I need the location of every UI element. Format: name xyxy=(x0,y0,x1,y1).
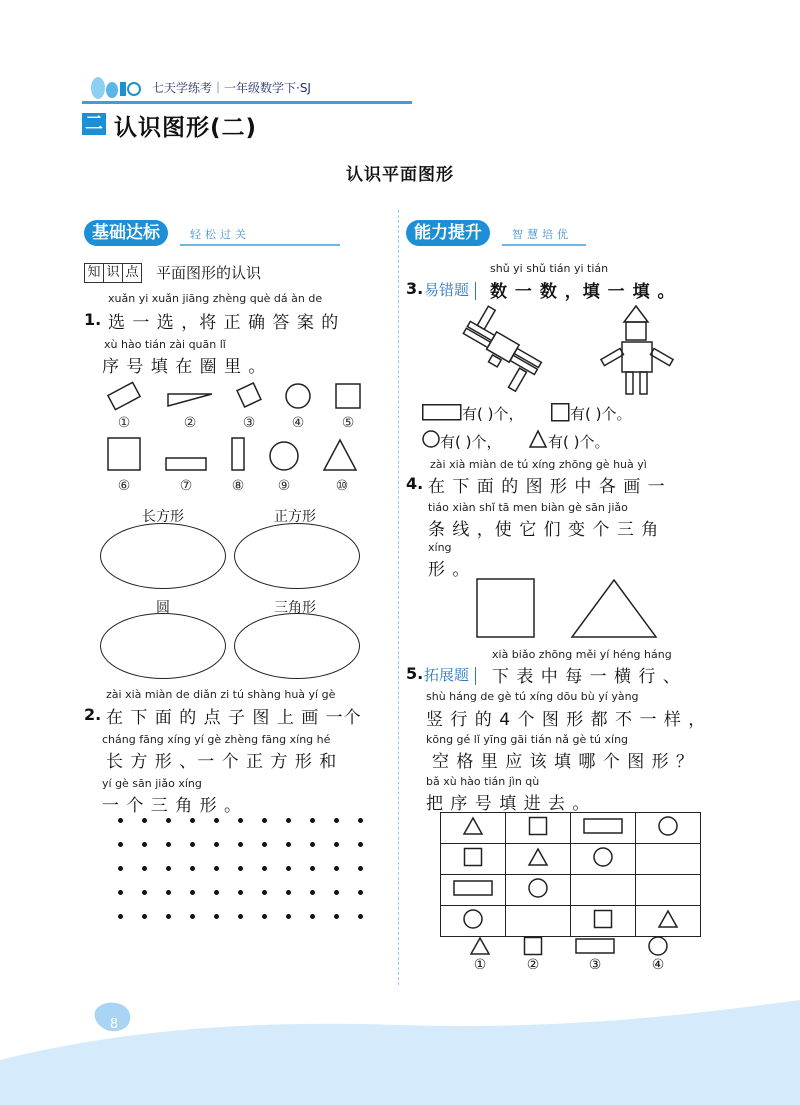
square-icon xyxy=(551,403,571,423)
grid-dot xyxy=(118,866,123,871)
q5-text-3: 空 格 里 应 该 填 哪 个 图 形 ？ xyxy=(432,752,695,772)
grid-dot xyxy=(262,818,267,823)
q1-shapes-row-1 xyxy=(100,378,370,418)
grid-dot xyxy=(358,866,363,871)
grid-dot xyxy=(262,866,267,871)
q3-blank-circle[interactable]: 有( )个， xyxy=(440,433,502,451)
badge-basic xyxy=(84,220,259,246)
badge-underline xyxy=(180,244,340,246)
q3-text: 数 一 数 ，填 一 填 。 xyxy=(490,282,676,302)
shape-label-10: ⑩ xyxy=(335,478,349,494)
option-circle xyxy=(638,935,678,973)
grid-row xyxy=(441,844,701,875)
grid-cell-empty[interactable] xyxy=(636,875,701,906)
shape-3-tilted-square xyxy=(237,383,261,407)
q4-pinyin-2: tiáo xiàn shǐ tā men biàn gè sān jiǎo xyxy=(428,501,628,514)
option-label: ④ xyxy=(651,957,665,973)
grid-dot xyxy=(262,914,267,919)
section-title: 认识平面图形 xyxy=(346,165,454,185)
badge-underline xyxy=(502,244,586,246)
q5-options xyxy=(440,935,700,981)
q5-grid-wrapper xyxy=(440,812,701,937)
grid-dot xyxy=(334,914,339,919)
grid-dot xyxy=(214,818,219,823)
tag-separator xyxy=(475,667,476,685)
grid-cell-rectangle xyxy=(441,875,506,906)
badge-sub: 轻松过关 xyxy=(190,228,250,241)
grid-dot xyxy=(310,866,315,871)
header-text: 七天学练考｜一年级数学下·SJ xyxy=(152,81,311,95)
q5-number: 5. xyxy=(406,664,424,683)
grid-dot xyxy=(358,914,363,919)
grid-cell-triangle xyxy=(441,813,506,844)
q2-text-3: 一 个 三 角 形 。 xyxy=(102,796,243,816)
grid-dot xyxy=(190,818,195,823)
option-label: ③ xyxy=(588,957,602,973)
category-label-triangle: 三角形 xyxy=(274,600,316,616)
q3-number: 3. xyxy=(406,279,424,298)
grid-dot xyxy=(262,890,267,895)
footer-wave xyxy=(0,985,800,1105)
q5-pinyin-1: xià biǎo zhōng měi yí héng háng xyxy=(492,648,672,661)
grid-cell-rectangle xyxy=(571,813,636,844)
option-label: ② xyxy=(526,957,540,973)
shape-6-square xyxy=(108,438,140,470)
shape-9-circle xyxy=(270,442,298,470)
q5-tag xyxy=(424,664,482,685)
header xyxy=(82,74,482,102)
grid-dot xyxy=(190,914,195,919)
q2-text-1: 在 下 面 的 点 子 图 上 画 一个 xyxy=(106,708,362,728)
grid-dot xyxy=(190,890,195,895)
q3-blank-triangle[interactable]: 有( )个。 xyxy=(548,433,610,451)
grid-dot xyxy=(334,842,339,847)
tag-separator xyxy=(475,282,476,300)
grid-cell-square xyxy=(441,844,506,875)
shape-label-8: ⑧ xyxy=(231,478,245,494)
shape-label-3: ③ xyxy=(242,415,256,431)
page-number: 8 xyxy=(109,1017,119,1032)
option-triangle xyxy=(460,935,500,973)
category-label-rectangle: 长方形 xyxy=(142,509,184,525)
grid-cell-triangle xyxy=(506,844,571,875)
q2-number: 2. xyxy=(84,705,102,724)
grid-cell-circle xyxy=(636,813,701,844)
grid-dot xyxy=(310,842,315,847)
q4-text-1: 在 下 面 的 图 形 中 各 画 一 xyxy=(428,477,666,497)
grid-dot xyxy=(238,818,243,823)
grid-dot xyxy=(166,890,171,895)
q5-text-1: 下 表 中 每 一 横 行 、 xyxy=(492,667,681,687)
grid-dot xyxy=(166,842,171,847)
grid-dot xyxy=(334,890,339,895)
answer-oval-square[interactable] xyxy=(234,523,360,589)
knowledge-point-text: 平面图形的认识 xyxy=(156,264,262,282)
dot-grid[interactable] xyxy=(118,818,368,922)
q4-text-3: 形 。 xyxy=(428,560,471,580)
answer-oval-rectangle[interactable] xyxy=(100,523,226,589)
badge-main: 基础达标 xyxy=(84,220,168,246)
badge-main: 能力提升 xyxy=(406,220,490,246)
grid-dot xyxy=(286,866,291,871)
robot-figure xyxy=(601,306,673,394)
grid-row xyxy=(441,813,701,844)
grid-dot xyxy=(334,818,339,823)
shape-label-7: ⑦ xyxy=(179,478,193,494)
q3-tag-text: 易错题 xyxy=(424,281,470,299)
grid-cell-empty[interactable] xyxy=(636,844,701,875)
q5-text-4: 把 序 号 填 进 去 。 xyxy=(426,794,591,814)
grid-dot xyxy=(286,914,291,919)
grid-dot xyxy=(310,818,315,823)
grid-row xyxy=(441,875,701,906)
q1-shapes-row-2 xyxy=(100,434,370,476)
q4-pinyin-3: xíng xyxy=(428,541,452,554)
grid-dot xyxy=(166,818,171,823)
shape-2-triangle xyxy=(168,394,212,406)
q2-pinyin-1: zài xià miàn de diǎn zi tú shàng huà yí gè xyxy=(106,688,336,701)
satellite-figure xyxy=(451,302,552,395)
q4-number: 4. xyxy=(406,474,424,493)
shape-label-9: ⑨ xyxy=(277,478,291,494)
q3-pinyin: shǔ yi shǔ tián yi tián xyxy=(490,262,609,275)
shape-label-5: ⑤ xyxy=(341,415,355,431)
shape-4-circle xyxy=(286,384,310,408)
answer-oval-triangle[interactable] xyxy=(234,613,360,679)
grid-dot xyxy=(142,818,147,823)
q1-pinyin-2: xù hào tián zài quān lǐ xyxy=(104,338,226,351)
grid-cell-circle xyxy=(441,906,506,937)
q4-square[interactable] xyxy=(476,578,536,640)
shape-label-1: ① xyxy=(117,415,131,431)
grid-dot xyxy=(166,914,171,919)
shape-5-square xyxy=(336,384,360,408)
header-underline xyxy=(82,101,412,104)
grid-row xyxy=(441,906,701,937)
grid-dot xyxy=(238,914,243,919)
chapter-mark: 二 xyxy=(82,113,106,135)
q1-pinyin-1: xuǎn yi xuǎn jiāng zhèng què dá àn de xyxy=(108,292,323,305)
badge-advanced xyxy=(406,220,586,246)
q5-tag-text: 拓展题 xyxy=(424,666,470,684)
kp-char: 知 xyxy=(84,263,104,283)
rectangle-icon xyxy=(422,404,462,422)
grid-cell-square xyxy=(571,906,636,937)
grid-dot xyxy=(142,890,147,895)
grid-dot xyxy=(286,842,291,847)
q5-shape-grid xyxy=(440,812,701,937)
grid-cell-square xyxy=(506,813,571,844)
grid-dot xyxy=(166,866,171,871)
grid-dot xyxy=(118,914,123,919)
shape-7-rectangle xyxy=(166,458,206,470)
grid-dot xyxy=(358,890,363,895)
triangle-icon xyxy=(529,430,549,450)
q5-pinyin-3: kōng gé lǐ yīng gāi tián nǎ gè tú xíng xyxy=(426,733,629,746)
shape-1-tilted-rectangle xyxy=(108,382,140,409)
answer-oval-circle[interactable] xyxy=(100,613,226,679)
grid-dot xyxy=(238,842,243,847)
q1-text-1: 选 一 选 ，将 正 确 答 案 的 xyxy=(108,313,340,333)
grid-dot xyxy=(214,914,219,919)
shape-10-triangle xyxy=(324,440,356,470)
grid-dot xyxy=(142,842,147,847)
q3-blank-rectangle[interactable]: 有( )个， xyxy=(462,405,524,423)
category-label-square: 正方形 xyxy=(274,509,316,525)
q3-tag xyxy=(424,279,482,300)
grid-cell-empty[interactable] xyxy=(571,875,636,906)
grid-dot xyxy=(310,914,315,919)
grid-dot xyxy=(190,866,195,871)
grid-cell-triangle xyxy=(636,906,701,937)
grid-dot xyxy=(214,890,219,895)
grid-dot xyxy=(238,890,243,895)
kp-char: 点 xyxy=(122,263,142,283)
grid-dot xyxy=(214,842,219,847)
shape-label-2: ② xyxy=(183,415,197,431)
q4-triangle[interactable] xyxy=(570,578,660,640)
grid-dot xyxy=(286,818,291,823)
option-rectangle xyxy=(575,935,615,973)
logo-icon xyxy=(88,74,148,102)
shape-label-4: ④ xyxy=(291,415,305,431)
q5-text-2: 竖 行 的 4 个 图 形 都 不 一 样 ， xyxy=(426,710,707,730)
grid-dot xyxy=(262,842,267,847)
q1-number: 1. xyxy=(84,310,102,329)
grid-dot xyxy=(358,842,363,847)
q2-text-2: 长 方 形 、一 个 正 方 形 和 xyxy=(106,752,338,772)
grid-dot xyxy=(190,842,195,847)
grid-dot xyxy=(142,866,147,871)
option-label: ① xyxy=(473,957,487,973)
kp-char: 识 xyxy=(103,263,123,283)
grid-dot xyxy=(118,890,123,895)
knowledge-point-label xyxy=(84,263,141,283)
chapter-title: 认识图形(二) xyxy=(114,115,258,141)
grid-dot xyxy=(310,890,315,895)
q3-figures xyxy=(440,300,700,400)
grid-dot xyxy=(214,866,219,871)
grid-dot xyxy=(118,818,123,823)
q1-text-2: 序 号 填 在 圈 里 。 xyxy=(102,357,267,377)
q2-pinyin-2: cháng fāng xíng yí gè zhèng fāng xíng hé xyxy=(102,733,331,746)
grid-cell-circle xyxy=(571,844,636,875)
grid-cell-circle xyxy=(506,875,571,906)
badge-sub: 智慧培优 xyxy=(512,228,572,241)
grid-cell-empty[interactable] xyxy=(506,906,571,937)
q4-text-2: 条 线 ，使 它 们 变 个 三 角 xyxy=(428,520,660,540)
option-square xyxy=(513,935,553,973)
grid-dot xyxy=(118,842,123,847)
circle-icon xyxy=(422,430,442,450)
grid-dot xyxy=(142,914,147,919)
shape-label-6: ⑥ xyxy=(117,478,131,494)
q3-blank-square[interactable]: 有( )个。 xyxy=(570,405,632,423)
q4-pinyin-1: zài xià miàn de tú xíng zhōng gè huà yì xyxy=(430,458,647,471)
grid-dot xyxy=(286,890,291,895)
category-label-circle: 圆 xyxy=(156,600,170,616)
q5-pinyin-4: bǎ xù hào tián jìn qù xyxy=(426,775,540,788)
grid-dot xyxy=(238,866,243,871)
shape-8-rectangle xyxy=(232,438,244,470)
q2-pinyin-3: yí gè sān jiǎo xíng xyxy=(102,777,202,790)
column-divider xyxy=(398,210,399,985)
q5-pinyin-2: shù háng de gè tú xíng dōu bù yí yàng xyxy=(426,690,639,703)
grid-dot xyxy=(358,818,363,823)
grid-dot xyxy=(334,866,339,871)
